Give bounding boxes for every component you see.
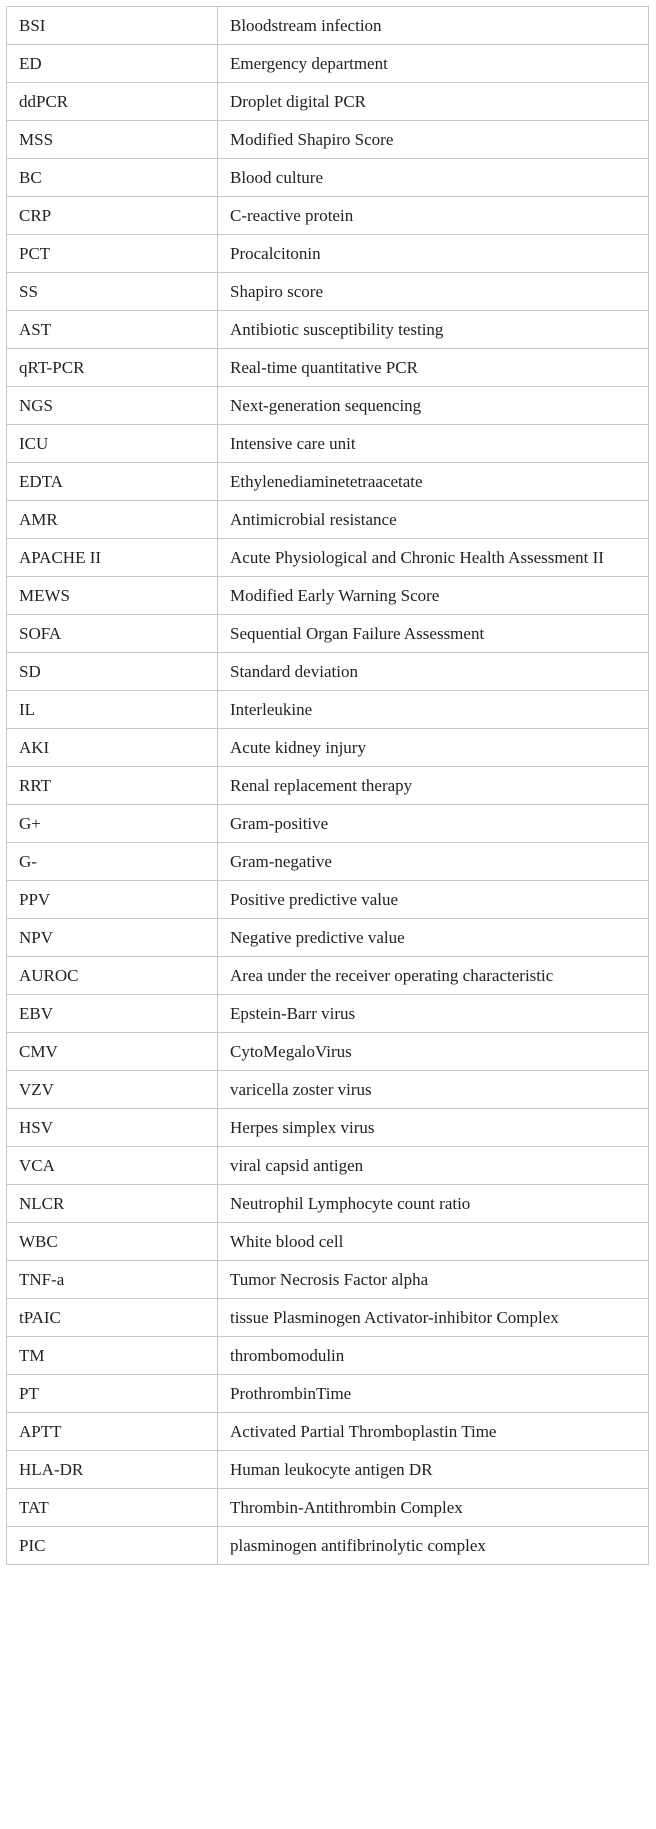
abbreviation-cell: G+ [7, 805, 218, 843]
definition-cell: Intensive care unit [218, 425, 649, 463]
abbreviation-cell: ICU [7, 425, 218, 463]
table-row [7, 311, 649, 349]
abbreviation-cell: CRP [7, 197, 218, 235]
definition-cell: Procalcitonin [218, 235, 649, 273]
abbreviation-cell: tPAIC [7, 1299, 218, 1337]
abbreviation-cell: MEWS [7, 577, 218, 615]
abbreviations-table-body [7, 7, 649, 1565]
abbreviation-cell: TNF-a [7, 1261, 218, 1299]
table-row [7, 7, 649, 45]
definition-cell: Interleukine [218, 691, 649, 729]
definition-cell: Positive predictive value [218, 881, 649, 919]
table-row [7, 1451, 649, 1489]
definition-cell: thrombomodulin [218, 1337, 649, 1375]
definition-cell: Acute Physiological and Chronic Health Assessment II [218, 539, 649, 577]
table-row [7, 159, 649, 197]
definition-cell: tissue Plasminogen Activator-inhibitor Complex [218, 1299, 649, 1337]
abbreviation-cell: APACHE II [7, 539, 218, 577]
definition-cell: Bloodstream infection [218, 7, 649, 45]
definition-cell: C-reactive protein [218, 197, 649, 235]
abbreviation-cell: AUROC [7, 957, 218, 995]
table-row [7, 1489, 649, 1527]
abbreviation-cell: CMV [7, 1033, 218, 1071]
definition-cell: White blood cell [218, 1223, 649, 1261]
table-row [7, 1527, 649, 1565]
abbreviation-cell: TAT [7, 1489, 218, 1527]
abbreviation-cell: HSV [7, 1109, 218, 1147]
table-row [7, 729, 649, 767]
table-row [7, 539, 649, 577]
definition-cell: viral capsid antigen [218, 1147, 649, 1185]
definition-cell: Activated Partial Thromboplastin Time [218, 1413, 649, 1451]
abbreviation-cell: EBV [7, 995, 218, 1033]
abbreviation-cell: SS [7, 273, 218, 311]
table-row [7, 919, 649, 957]
table-row [7, 235, 649, 273]
definition-cell: Ethylenediaminetetraacetate [218, 463, 649, 501]
abbreviation-cell: VCA [7, 1147, 218, 1185]
definition-cell: Neutrophil Lymphocyte count ratio [218, 1185, 649, 1223]
table-row [7, 501, 649, 539]
abbreviation-cell: APTT [7, 1413, 218, 1451]
definition-cell: Human leukocyte antigen DR [218, 1451, 649, 1489]
table-row [7, 1109, 649, 1147]
definition-cell: Real-time quantitative PCR [218, 349, 649, 387]
definition-cell: Modified Early Warning Score [218, 577, 649, 615]
abbreviation-cell: G- [7, 843, 218, 881]
abbreviation-cell: PIC [7, 1527, 218, 1565]
table-row [7, 805, 649, 843]
abbreviation-cell: PPV [7, 881, 218, 919]
table-row [7, 653, 649, 691]
table-row [7, 121, 649, 159]
abbreviation-cell: AST [7, 311, 218, 349]
table-row [7, 1185, 649, 1223]
definition-cell: CytoMegaloVirus [218, 1033, 649, 1071]
abbreviation-cell: ED [7, 45, 218, 83]
table-row [7, 387, 649, 425]
definition-cell: Acute kidney injury [218, 729, 649, 767]
table-row [7, 1299, 649, 1337]
table-row [7, 83, 649, 121]
abbreviation-cell: SD [7, 653, 218, 691]
abbreviation-cell: IL [7, 691, 218, 729]
abbreviation-cell: AKI [7, 729, 218, 767]
table-row [7, 349, 649, 387]
table-row [7, 957, 649, 995]
table-row [7, 615, 649, 653]
abbreviation-cell: SOFA [7, 615, 218, 653]
table-row [7, 1261, 649, 1299]
table-row [7, 197, 649, 235]
definition-cell: Droplet digital PCR [218, 83, 649, 121]
abbreviation-cell: EDTA [7, 463, 218, 501]
table-row [7, 273, 649, 311]
abbreviation-cell: BC [7, 159, 218, 197]
definition-cell: plasminogen antifibrinolytic complex [218, 1527, 649, 1565]
definition-cell: Tumor Necrosis Factor alpha [218, 1261, 649, 1299]
definition-cell: Gram-negative [218, 843, 649, 881]
definition-cell: Modified Shapiro Score [218, 121, 649, 159]
abbreviation-cell: MSS [7, 121, 218, 159]
abbreviations-table [6, 6, 649, 1565]
table-row [7, 1375, 649, 1413]
table-row [7, 45, 649, 83]
table-row [7, 843, 649, 881]
abbreviation-cell: RRT [7, 767, 218, 805]
table-row [7, 691, 649, 729]
definition-cell: varicella zoster virus [218, 1071, 649, 1109]
definition-cell: Sequential Organ Failure Assessment [218, 615, 649, 653]
table-row [7, 1223, 649, 1261]
abbreviation-cell: TM [7, 1337, 218, 1375]
abbreviation-cell: PT [7, 1375, 218, 1413]
table-row [7, 881, 649, 919]
abbreviation-cell: WBC [7, 1223, 218, 1261]
abbreviation-cell: AMR [7, 501, 218, 539]
definition-cell: Negative predictive value [218, 919, 649, 957]
table-row [7, 1337, 649, 1375]
table-row [7, 577, 649, 615]
definition-cell: Herpes simplex virus [218, 1109, 649, 1147]
abbreviation-cell: PCT [7, 235, 218, 273]
definition-cell: Gram-positive [218, 805, 649, 843]
definition-cell: Shapiro score [218, 273, 649, 311]
definition-cell: Thrombin-Antithrombin Complex [218, 1489, 649, 1527]
abbreviation-cell: ddPCR [7, 83, 218, 121]
abbreviation-cell: qRT-PCR [7, 349, 218, 387]
definition-cell: Epstein-Barr virus [218, 995, 649, 1033]
definition-cell: Area under the receiver operating characteristic [218, 957, 649, 995]
definition-cell: Blood culture [218, 159, 649, 197]
table-row [7, 995, 649, 1033]
table-row [7, 767, 649, 805]
abbreviation-cell: BSI [7, 7, 218, 45]
abbreviation-cell: NGS [7, 387, 218, 425]
definition-cell: Antibiotic susceptibility testing [218, 311, 649, 349]
abbreviation-cell: VZV [7, 1071, 218, 1109]
abbreviation-cell: NLCR [7, 1185, 218, 1223]
abbreviation-cell: NPV [7, 919, 218, 957]
definition-cell: Renal replacement therapy [218, 767, 649, 805]
definition-cell: Standard deviation [218, 653, 649, 691]
table-row [7, 425, 649, 463]
definition-cell: Next-generation sequencing [218, 387, 649, 425]
table-row [7, 1413, 649, 1451]
definition-cell: Emergency department [218, 45, 649, 83]
table-row [7, 1071, 649, 1109]
table-row [7, 1147, 649, 1185]
abbreviation-cell: HLA-DR [7, 1451, 218, 1489]
definition-cell: Antimicrobial resistance [218, 501, 649, 539]
table-row [7, 1033, 649, 1071]
definition-cell: ProthrombinTime [218, 1375, 649, 1413]
table-row [7, 463, 649, 501]
